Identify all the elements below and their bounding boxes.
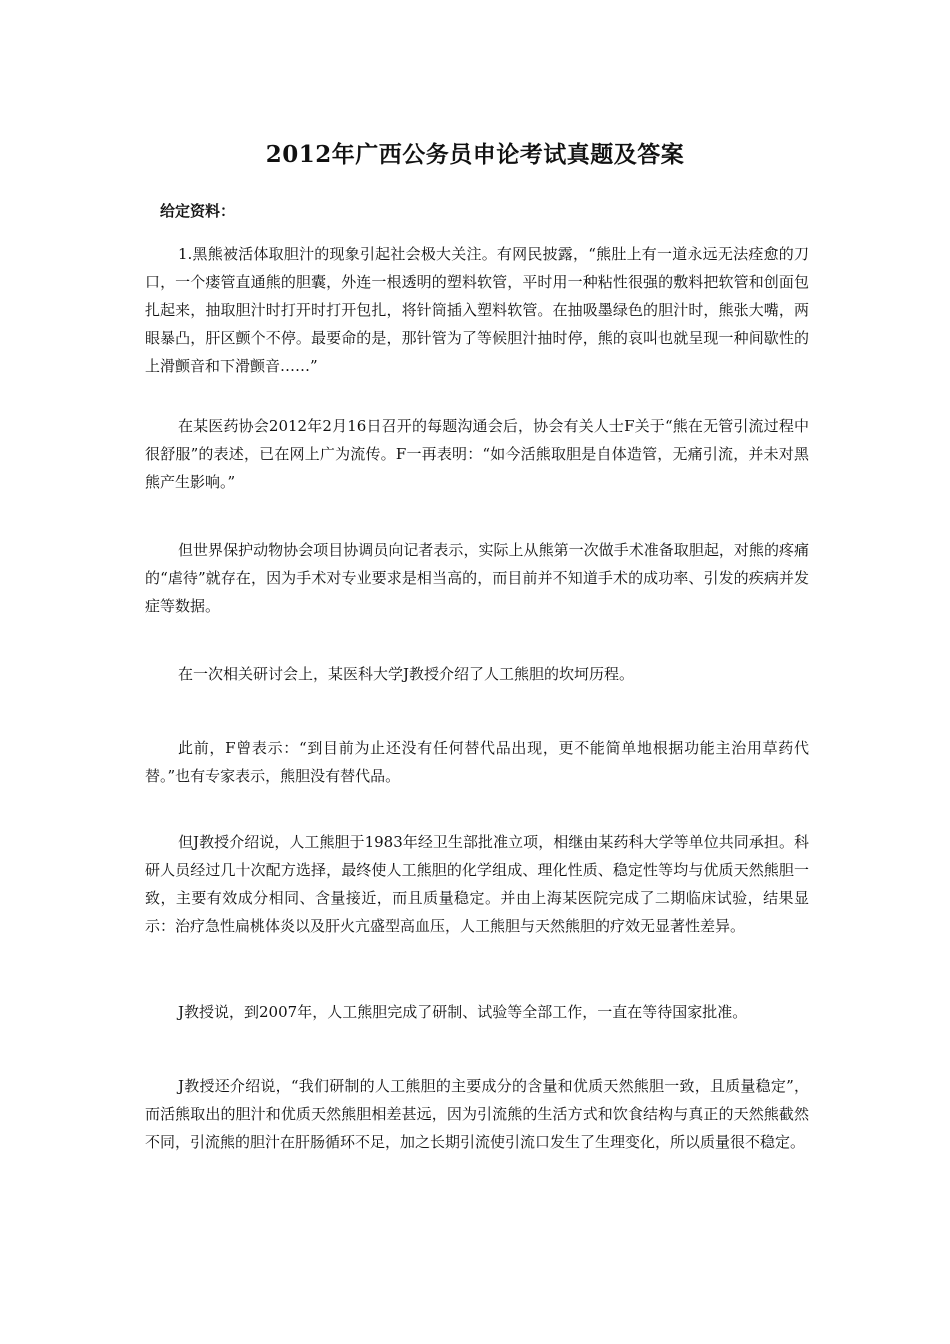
paragraph-1: 1.黑熊被活体取胆汁的现象引起社会极大关注。有网民披露，“熊肚上有一道永远无法痊愈的刀口，一个瘘管直通熊的胆囊，外连一根透明的塑料软管，平时用一种粘性很强的敷料把软管和创面包扎起来，抽取胆汁时打开时打开包扎，将针筒插入塑料软管。在抽吸墨绿色的胆汁时，熊张大嘴，两眼暴凸，肝区颤个不停。最要命的是，那针管为了等候胆汁抽时停，熊的哀叫也就呈现一种间歇性的上滑颤音和下滑颤音……” [145, 245, 809, 375]
paragraph-8: J教授还介绍说，“我们研制的人工熊胆的主要成分的含量和优质天然熊胆一致，且质量稳定”，而活熊取出的胆汁和优质天然熊胆相差甚远，因为引流熊的生活方式和饮食结构与真正的天然熊截然不同，引流熊的胆汁在肝肠循环不足，加之长期引流使引流口发生了生理变化，所以质量很不稳定。 [145, 1077, 809, 1151]
paragraph-2: 在某医药协会2012年2月16日召开的每题沟通会后，协会有关人士F关于“熊在无管引流过程中很舒服”的表述，已在网上广为流传。F一再表明：“如今活熊取胆是自体造管，无痛引流，并未对黑熊产生影响。” [145, 417, 809, 491]
paragraph-7: J教授说，到2007年，人工熊胆完成了研制、试验等全部工作，一直在等待国家批准。 [178, 1003, 748, 1021]
paragraph-5: 此前，F曾表示：“到目前为止还没有任何替代品出现，更不能简单地根据功能主治用草药代替。”也有专家表示，熊胆没有替代品。 [145, 739, 809, 785]
paragraph-6: 但J教授介绍说，人工熊胆于1983年经卫生部批准立项，相继由某药科大学等单位共同承担。科研人员经过几十次配方选择，最终使人工熊胆的化学组成、理化性质、稳定性等均与优质天然熊胆一致，主要有效成分相同、含量接近，而且质量稳定。并由上海某医院完成了二期临床试验，结果显示：治疗急性扁桃体炎以及肝火亢盛型高血压，人工熊胆与天然熊胆的疗效无显著性差异。 [145, 833, 809, 935]
paragraph-4: 在一次相关研讨会上，某医科大学J教授介绍了人工熊胆的坎坷历程。 [178, 665, 635, 683]
document-title: 2012年广西公务员申论考试真题及答案 [265, 141, 685, 168]
paragraph-3: 但世界保护动物协会项目协调员向记者表示，实际上从熊第一次做手术准备取胆起，对熊的疼痛的“虐待”就存在，因为手术对专业要求是相当高的，而目前并不知道手术的成功率、引发的疾病并发症等数据。 [145, 541, 809, 615]
section-label-given-materials: 给定资料： [160, 202, 236, 220]
